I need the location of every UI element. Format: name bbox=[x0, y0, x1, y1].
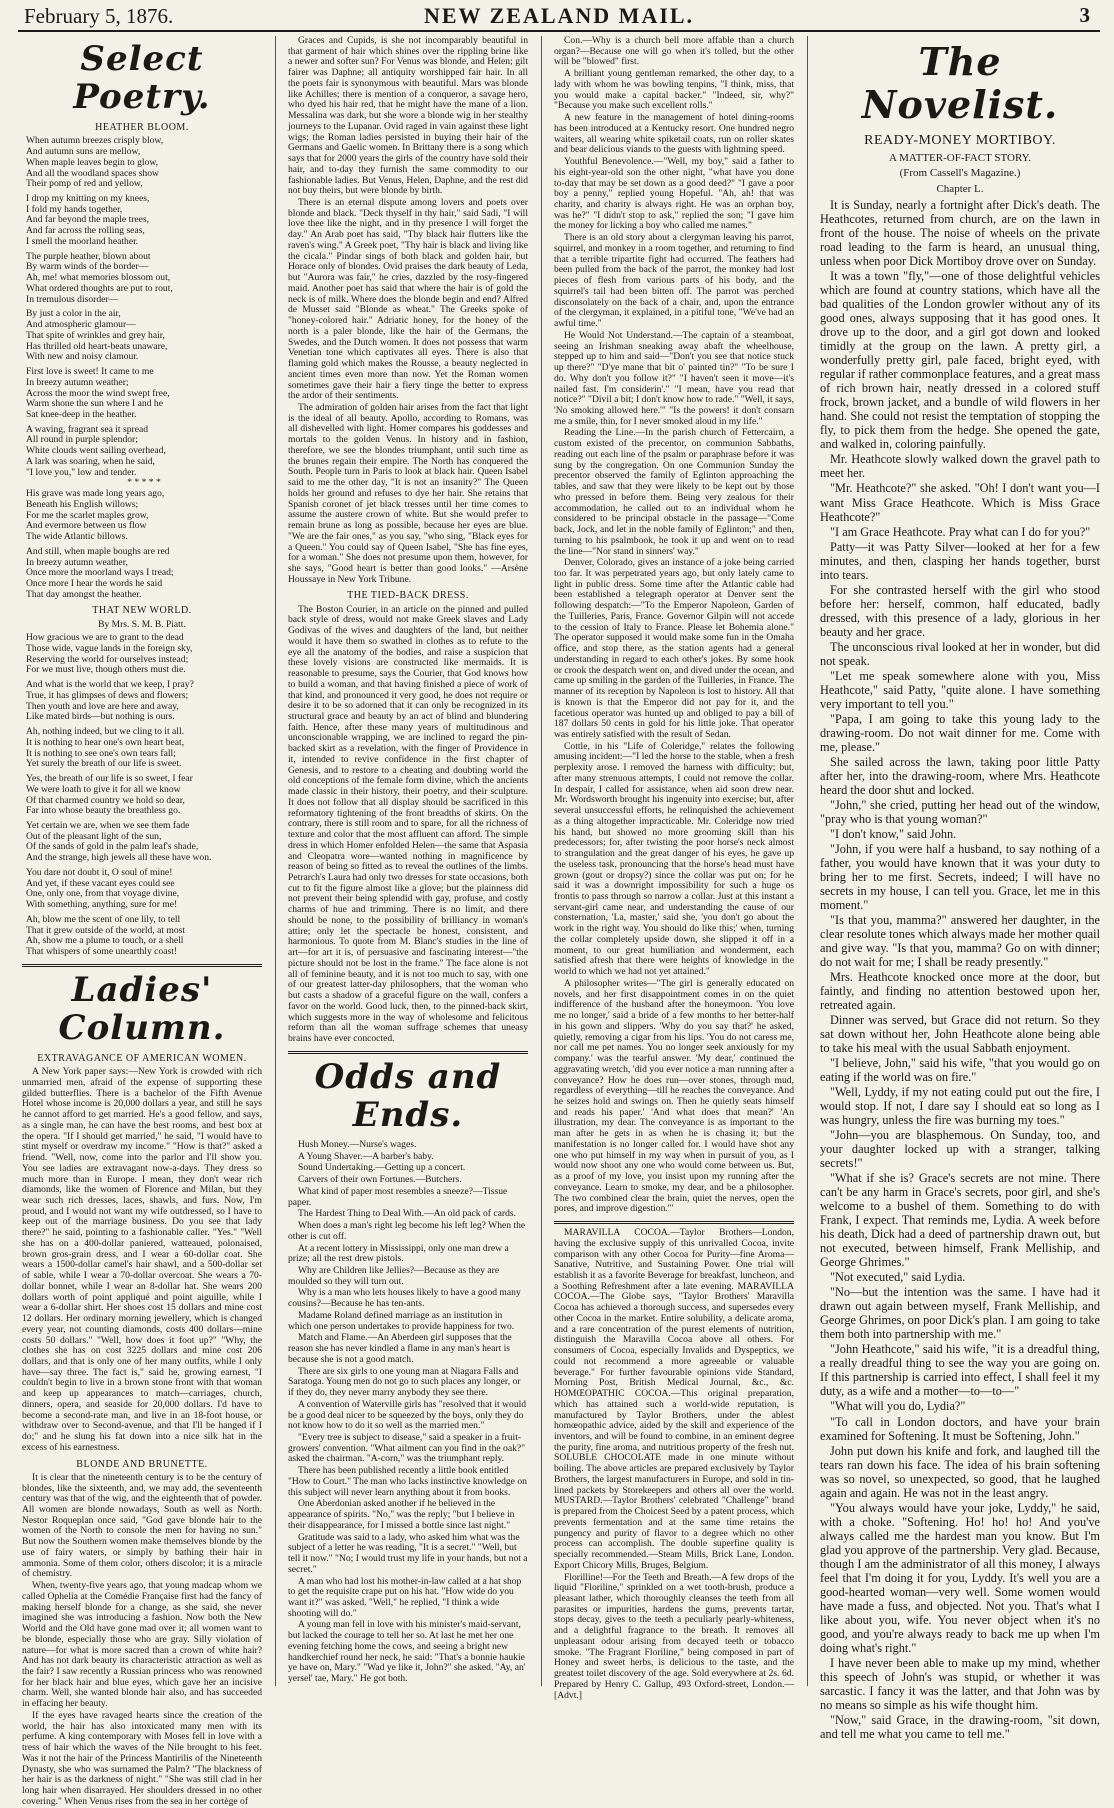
poem-line: Warm shone the sun where I and he bbox=[26, 398, 163, 410]
odds-item: The Hardest Thing to Deal With.—An old pack of cards. bbox=[298, 1208, 516, 1220]
paragraph: The admiration of golden hair arises from the fact that light is the ideal of all beauty. Apollo, according to Romans, was all dishevelled with light. Homer compares his goddesses and mortals to the golden Venus. In history and in fashion, therefore, we see the blondes triumphant, until such time as the brunes regain their empire. The North has conquered the South. People turn in Paris to look at black hair. Queen Isabel said to me the other day, "It is not an insanity?" The Queen holds her ground and refuses to dye her hair. She retains that Spanish coronet of jet black tresses until her time comes to assume the austere crown of white. But she would prefer to remain brune as long as possible, because her eyes are blue. "We are the fair ones," as you say, "who sing, "Black eyes for a Queen." You could say of Queen Isabel, "She has fine eyes, for a woman." She does not presume upon them, however, for she says, "Good heart is better than good looks." —Arsène Houssaye in New York Tribune. bbox=[288, 401, 528, 585]
poem-line: I drop my knitting on my knees, bbox=[26, 193, 150, 205]
poem-line: That spite of wrinkles and grey hair, bbox=[26, 329, 165, 341]
paragraph: "John," she cried, putting her head out of the window, "pray who is that young woman?" bbox=[820, 797, 1100, 826]
poem-line: True, it has glimpses of dews and flowers; bbox=[26, 689, 189, 701]
story-source: (From Cassell's Magazine.) bbox=[899, 167, 1021, 180]
odds-item: A young man fell in love with his minister's maid-servant, but lacked the courage to tell her so. At last he met her one evening fetching home the cows, and seeing a bright new handkerchief round her neck, he said: "That's a bonnie haukie ye have on, Mary." "Wad ye like it, John?" she asked. "Ay, an' yersel' tae, Mary." He got both. bbox=[288, 1619, 526, 1685]
poem-line: For we must live, though others must die. bbox=[26, 664, 186, 676]
poem-line: How gracious we are to grant to the dead bbox=[26, 632, 184, 644]
advertisement bbox=[554, 1228, 794, 1701]
poem-line: Yet certain we are, when we see them fade bbox=[26, 820, 190, 832]
article-body bbox=[288, 605, 528, 1045]
poem-line: In tremulous disorder— bbox=[26, 293, 119, 305]
odds-item: A Young Shaver.—A barber's baby. bbox=[298, 1150, 434, 1162]
paragraph: A philosopher writes—"The girl is generally educated on novels, and her first disappointment comes in on the quiet indifference of the husband after the honeymoon. 'You love me no longer,' said a bride of a few months to her better-half in his gown and slippers. 'Why do you say that?' he asked, quietly, removing a cigar from his lips. 'You do not caress me, nor call me pet names. You no longer seek anxiously for my company.' was the tearful answer. 'My dear,' continued the aggravating wretch, 'did you ever notice a man running after a conveyance? How he does run—over stones, through mud, regardless of everything—till he reaches the conveyance. And he seizes hold and swings on. Then he quietly seats himself and reads his paper.' 'And what does that mean?' 'An illustration, my dear. The conveyance is as important to the man after he gets in as when he is chasing it; but the manifestation is no longer called for. I would have shot any one who put himself in my way when in pursuit of you, as I would now shoot any one who would come between us. But, as a proof of my love, you insist upon my running after the conveyance. Learn to smoke, my dear, and be a philosopher. The two combined clear the brain, quiet the nerves, open the pores, and improve digestion.'" bbox=[554, 977, 794, 1215]
article-body bbox=[22, 1067, 262, 1453]
column-2 bbox=[288, 36, 528, 1686]
paragraph: "I am Grace Heathcote. Pray what can I do for you?" bbox=[830, 524, 1091, 539]
article-body bbox=[22, 1473, 262, 1808]
poem-line: Ah, blow me the scent of one lily, to tell bbox=[26, 913, 181, 925]
poem-line: And atmospheric glamour— bbox=[26, 319, 136, 331]
paragraph: He Would Not Understand.—The captain of a steamboat, seeing an Irishman sneaking away abaft the wheelhouse, stepped up to him and said—"Don't you see that notice stuck up there?" "D'ye mane that bit o' painted tin?" "To be sure I do. Why don't you follow it?" "I haven't seen it move—it's nailed fast. I'm considerin'." "I mean, have you read that notice?" "Divil a bit; I don't know how to rade." "Well, it says, 'No smoking allowed here.'" "Is the powers! it don't consarn me a smile, thin, for I never smoked aloud in my life." bbox=[554, 329, 794, 427]
poem-line: Sat knee-deep in the heather. bbox=[26, 408, 137, 420]
newspaper-title: NEW ZEALAND MAIL. bbox=[423, 3, 695, 28]
section-divider bbox=[554, 1221, 794, 1224]
poem-line: I smell the moorland heather. bbox=[26, 235, 139, 247]
poem-line: What ordered thoughts are put to rout, bbox=[26, 282, 173, 294]
poem-line: Then youth and love are here and away, bbox=[26, 700, 179, 712]
poem-line: By just a color in the air, bbox=[26, 308, 121, 320]
poem-line: You dare not doubt it, O soul of mine! bbox=[26, 866, 173, 878]
paragraph: Con.—Why is a church bell more affable than a church organ?—Because one will go when it's tolled, but the other will be "blowed" first. bbox=[554, 35, 794, 68]
paragraph: "John, if you were half a husband, to say nothing of a father, you would have known that it was your duty to bring her to me first. Secrets, indeed; I will have no secrets in my house, I can tell you. Grace, let me in this moment." bbox=[820, 841, 1100, 912]
poem-line: In breezy autumn weather; bbox=[26, 376, 129, 388]
poem-line: Across the moor the wind swept free, bbox=[26, 387, 170, 399]
paragraph: "You always would have your joke, Lyddy," he said, with a choke. "Softening. Ho! ho! ho! And you've always called me the hardest man you know. But I'm glad you approve of the partnership. Very glad. Because, though I am the administrator of all this money, I always feel that I'm doing it for you, Lyddy. It's well you are a good-hearted woman—very well. Some women would have made a fuss, and objected. Not you. That's what I like about you, wife. You never object when it's no good, and you're always ready to back me up when I'm doing what's right." bbox=[820, 1500, 1100, 1655]
poem-separator: * * * * * bbox=[127, 477, 161, 489]
poem-line: And evermore between us flow bbox=[26, 520, 147, 532]
odds-item: Carvers of their own Fortunes.—Butchers. bbox=[298, 1174, 462, 1186]
paragraph: "Now," said Grace, in the drawing-room, "sit down, and tell me what you came to tell me." bbox=[820, 1712, 1100, 1741]
paragraph: Cottle, in his "Life of Coleridge," relates the following amusing incident:—"I led the horse to the stable, when a fresh perplexity arose. I removed the harness with difficulty; but, after many strenuous attempts, I could not remove the collar. In despair, I called for assistance, when aid soon drew near. Mr. Wordsworth brought his ingenuity into exercise; but, after several unsuccessful efforts, he relinquished the achievement as a thing altogether impracticable. Mr. Coleridge now tried his hand, but showed no more grooming skill than his predecessors; for, after twisting the poor horse's neck almost to strangulation and the great danger of his eyes, he gave up the useless task, pronouncing that the horse's head must have grown (gout or dropsy?) since the collar was put on; for he said it was a downright impossibility for such a huge os frontis to pass through so narrow a collar. Just at this instant a servant-girl came near, and understanding the cause of our consternation, 'La, master,' said she, 'you don't go about the work in the right way. You should do like this;' when, turning the collar completely upside down, she slipped it off in a moment, to our great humiliation and wonderment, each satisfied afresh that there were heights of knowledge in the world to which we had not yet attained." bbox=[554, 740, 794, 978]
poem-line: We were loath to give it for all we know bbox=[26, 783, 181, 795]
odds-item: Why are Children like Jellies?—Because as they are moulded so they will turn out. bbox=[288, 1264, 500, 1287]
poem-line: And all the woodland spaces show bbox=[26, 167, 159, 179]
poem-line: That whispers of some unearthly coast! bbox=[26, 946, 178, 958]
paragraph: "Let me speak somewhere alone with you, Miss Heathcote," said Patty, "quite alone. I have something very important to tell you." bbox=[820, 668, 1100, 711]
poem-line: Has thrilled old heart-beats unaware, bbox=[26, 340, 168, 352]
poem-line: When maple leaves begin to glow, bbox=[26, 156, 159, 168]
poem-line: All round in purple splendor; bbox=[26, 434, 138, 446]
section-divider bbox=[22, 964, 262, 967]
paragraph: There is an eternal dispute among lovers and poets over blonde and black. "Deck thyself in thy hair," said Sadi, "I will love thee like the night, and in thy presence I will forget the day." An Arab poet has said, "Thy black hair flutters like the raven's wing." A Greek poet, "Thy hair is black and living like the cicala." Pindar sings of both black and golden hair, but Horace only of blondes. Ovid praises the dark beauty of Leda, but "Aurora was fair," he cries, dazzled by the rosy-fingered maid. Another poet has said that where the hair is of gold the neck is of milk. Where does the blonde begin and end? Alfred de Musset said "Blonde as wheat." The Greeks spoke of "honey-colored hair." Adriatic honey, for the honey of the north is a paler blonde, like the hair of the Germans, the Swedes, and the Dutch women. It does not possess that warm Venetian tone which captivates all eyes. There is also that flaming gold which makes the Rousse, a beauty neglected in ancient times even more than now. Yet the Roman women sometimes gave their hair a fiery tinge the better to express the ardor of their sentiments. bbox=[288, 197, 528, 402]
paragraph: "No—but the intention was the same. I have had it drawn out again between myself, Frank Melliship, and George Ghrimes, on poor Dick's plan. I am going to take them both into partnership with me." bbox=[820, 1285, 1100, 1342]
paragraph: It was a town "fly,"—one of those delightful vehicles which are found at country stations, which have all the bad qualities of the London growler without any of its good ones, always supposing that it has good ones. It drove up to the door, and a girl got down and looked timidly at the group on the lawn. A pretty girl, a wonderfully pretty girl, pale faced, bright eyed, with regular if rather commonplace features, and a great mass of rich brown hair, neatly dressed in a colored stuff frock, brown jacket, and a bundle of wild flowers in her hand. She could not resist the temptation of stopping the fly, to pick them from the hedge. She opened the gate, and walked in, coloring painfully. bbox=[820, 269, 1100, 452]
poem-line: In breezy autumn weather, bbox=[26, 556, 128, 568]
poem-line: His grave was made long years ago, bbox=[26, 488, 165, 500]
paragraph: "What if she is? Grace's secrets are not mine. There can't be any harm in Grace's secrets, poor girl, and she's welcome to a bushel of them. Something to do with Frank, I expect. That reminds me, Lydia. A week before his death, Dick had a deed of partnership drawn out, but not executed, between himself, Frank Melliship, and George Ghrimes." bbox=[820, 1171, 1100, 1270]
poem-line: The wide Atlantic billows. bbox=[26, 531, 128, 543]
poem-title: THAT NEW WORLD. bbox=[92, 605, 192, 617]
poem-line: Of the sands of gold in the palm leaf's shade, bbox=[26, 841, 199, 853]
poem-line: Yet surely the breath of our life is sweet. bbox=[26, 758, 182, 770]
paragraph: Reading the Line.—In the parish church of Fettercairn, a custom existed of the precentor, on communion Sabbaths, reading out each line of the psalm or paraphrase before it was sung by the congregation. On one Communion Sunday the precentor observed the family of Eglinton approaching the tables, and saw that they were likely to be kept out by those who pressed in before them. Being very zealous for their accommodation, he called out to an individual whom he considered to be principal obstacle in the passage—"Come back, Jock, and let in the noble family of Eglinton;" and then, turning to his psalmbook, he took it up and went on to read the line—"Nor stand in sinners' way." bbox=[554, 427, 794, 557]
story-subtitle: A MATTER-OF-FACT STORY. bbox=[889, 151, 1031, 164]
poem-line: It is nothing to hear one's own heart beat, bbox=[26, 736, 185, 748]
paragraph: John put down his knife and fork, and laughed till the tears ran down his face. The idea of his brain softening was so novel, so unexpected, so good, that he laughed again and again. He was not in the least angry. bbox=[820, 1443, 1100, 1500]
masthead bbox=[18, 0, 1100, 30]
odds-list bbox=[288, 1140, 528, 1685]
poem-line: One, only one, from that voyage divine, bbox=[26, 888, 180, 900]
poem-line: First love is sweet! It came to me bbox=[26, 366, 154, 378]
article-title: EXTRAVAGANCE OF AMERICAN WOMEN. bbox=[37, 1052, 247, 1064]
poem-author: By Mrs. S. M. B. Piatt. bbox=[98, 619, 186, 630]
article-title: THE TIED-BACK DRESS. bbox=[347, 590, 469, 602]
section-heading-select-poetry: Select Poetry. bbox=[73, 39, 211, 118]
odds-item: There has been published recently a little book entitled "How to Court." The man who lacks instinctive knowledge on this subject will never learn anything about it from books. bbox=[288, 1465, 527, 1498]
ad-paragraph: Florilline!—For the Teeth and Breath.—A few drops of the liquid "Floriline," sprinkled on a wet tooth-brush, produce a pleasant lather, which thoroughly cleanses the teeth from all parasites or impurities, hardens the gums, prevents tartar, stops decay, gives to the teeth a peculiarly pearly-whiteness, and a delightful fragrance to the breath. It removes all unpleasant odour arising from decayed teeth or tobacco smoke. "The Fragrant Floriline," being composed in part of Honey and sweet herbs, is delicious to the taste, and the greatest toilet discovery of the age. Sold everywhere at 2s. 6d. Prepared by Henry C. Gallup, 493 Oxford-street, London.—[Advt.] bbox=[554, 1571, 794, 1701]
paragraph: Graces and Cupids, is she not incomparably beautiful in that garment of hair which shines over the rippling brine like a newer and softer sun? For Venus was blonde, and Helen; gilt fairer was Daphne; all antiquity worshipped fair hair. In all the poets fair is synonymous with beautiful. Mars was blonde like Achilles; there is mention of a conqueror, a savage hero, who dyed his hair red, that he might have the mane of a lion. Messalina was dark, but she wore a blonde wig in her stealthy journeys to the Lupanar. Ovid raged in vain against these light wigs; the Roman ladies persisted in buying their hair of the Germans and Gaelic women. In Brittany there is a song which says that for 2000 years the girls of the country have sold their hair, and to-day they furnish the same commodity to our fashionable ladies. But Venus, Helen, Daphne, and the rest did not buy theirs, but were blonde by birth. bbox=[288, 35, 528, 197]
poem-line: For me the scarlet maples grow, bbox=[26, 509, 149, 521]
poem-line: Yes, the breath of our life is so sweet, I fear bbox=[26, 773, 193, 785]
poem-line: When autumn breezes crisply blow, bbox=[26, 135, 164, 147]
column-1 bbox=[22, 36, 262, 1807]
odds-item: A convention of Waterville girls has "resolved that it would be a good deal nicer to be squeezed by the boys, only they do not know how to do it so well as the married men." bbox=[288, 1398, 527, 1432]
poem-line: Far into whose beauty the breathless go. bbox=[26, 805, 181, 817]
column-4 bbox=[820, 36, 1100, 1741]
poem-line: It is nothing to see one's own tears fall; bbox=[26, 747, 176, 759]
odds-item: At a recent lottery in Mississippi, only one man drew a prize; all the rest drew pistols. bbox=[288, 1242, 509, 1265]
section-heading-odds-and-ends: Odds and Ends. bbox=[314, 1056, 502, 1135]
poem-line: Beneath his English willows; bbox=[26, 498, 139, 510]
odds-item: Match and Flame.—An Aberdeen girl supposes that the reason she has never kindled a flame in any man's heart is because she is not a good match. bbox=[288, 1332, 512, 1365]
paragraph: If the eyes have ravaged hearts since the creation of the world, the hair has also intoxicated many men with its perfume. A king contemporary with Moses fell in love with a tress of hair which the waves of the Nile brought to his feet. Was it not the hair of the Princess Mantirilis of the Nineteenth Dynasty, she who was surnamed the Palm? "The blackness of her hair is as the darkness of night." "She was still clad in her long hair when disarrayed. Her shoulders dressed in no other covering." When Venus rises from the sea in her cortège of bbox=[22, 1709, 262, 1807]
poem-line: The purple heather, blown about bbox=[26, 250, 151, 262]
poem-line: With something, anything, sure for me! bbox=[26, 899, 178, 911]
poem-line: By warm winds of the border— bbox=[26, 261, 149, 273]
paragraph: "Is that you, mamma?" answered her daughter, in the clear resolute tones which always made her mother quail and give way. "Is that you, mamma? Go on with dinner; do not wait for me; I shall be ready presently." bbox=[820, 912, 1100, 969]
paragraph: "Well, Lyddy, if my not eating could put out the fire, I would stop. If not, I dare say I should eat so long as I was hungry, unless the fire was burning my toes." bbox=[820, 1085, 1100, 1128]
article-title: BLONDE AND BRUNETTE. bbox=[76, 1458, 208, 1470]
odds-item: When does a man's right leg become his left leg? When the other is cut off. bbox=[288, 1220, 526, 1242]
paragraph: Mr. Heathcote slowly walked down the gravel path to meet her. bbox=[820, 452, 1100, 481]
poem-title: HEATHER BLOOM. bbox=[95, 122, 189, 134]
paragraph: Denver, Colorado, gives an instance of a joke being carried too far. It was perpetrated years ago, but only lately came to light in public dress. Some time after the Atlantic cable had been established a telegraph operator at Denver sent the following despatch:—"To the Emperor Napoleon, Garden of the Tuilleries, Paris, France. Governor Gilpin will not accede to the cession of Italy to France. Please let Bohemia alone." The operator supposed it would make some fun in the Omaha office, and stop there, as the station agents had a general understanding in regard to each other's jokes. By some hook or crook the despatch went on, and dived under the ocean, and came up smiling in the garden of the Tuilleries, in France. The manner of its reception by Napoleon is lost to history. All that is known is that the Emperor did not pay for it, and the facetious operator was hunted up and obliged to pay a bill of 187 dollars 50 cents in gold for his little joke. That operator was entirely satisfied with the result of Sedan. bbox=[554, 557, 794, 740]
poem-line: A waving, fragrant sea it spread bbox=[26, 423, 149, 435]
paragraph: She sailed across the lawn, taking poor little Patty after her, into the drawing-room, where Mrs. Heathcote heard the door shut and locked. bbox=[820, 754, 1100, 797]
paragraph: Dinner was served, but Grace did not return. So they sat down without her, John Heathcote alone being able to take his meal with the usual Sabbath enjoyment. bbox=[820, 1013, 1100, 1056]
paragraph: There is an old story about a clergyman leaving his parrot, squirrel, and monkey in a room together, and returning to find that a terrible tripartite fight had occurred. The feathers had been pulled from the back of the parrot, the monkey had lost pieces of flesh from various parts of his body, and the squirrel's tail had been bitten off. The parrot was perched disconsolately on the back of a chair, and, upon the entrance of the clergyman, it explained, in a pitiful tone, "We've had an awful time." bbox=[554, 232, 794, 330]
odds-item: A man who had lost his mother-in-law called at a hat shop to get the requisite crape put on his hat. "How wide do you want it?" was asked. "Well," he replied, "I think a wide shooting will do." bbox=[288, 1575, 522, 1619]
paragraph: For she contrasted herself with the girl who stood before her: herself, common, half educated, badly dressed, with this presence of a lady, glorious in her beauty and her grace. bbox=[820, 582, 1100, 639]
odds-item: There are six girls to one young man at Niagara Falls and Saratoga. Young men do not go to such places any longer, or if they do, they never marry anybody they see there. bbox=[288, 1365, 521, 1399]
paragraph: It is Sunday, nearly a fortnight after Dick's death. The Heathcotes, returned from church, are on the lawn in front of the house. The noise of wheels on the private road leading to the farm is heard, an unusual thing, unless when poor Dick Mortiboy drove over on Sunday. bbox=[820, 198, 1100, 269]
poem-line: Once more the moorland ways I tread; bbox=[26, 567, 174, 579]
masthead-rule bbox=[18, 30, 1100, 32]
paragraph: When, twenty-five years ago, that young madcap whom we called Ophelia at the Comédie Française first had the fancy of making herself blonde for a change, as she said, she never imagined she was introducing a fashion. Now both the New World and the Old have gone mad over it; all women want to be blonde, especially those who are gray. Silly violation of nature—for what is more sacred than a crown of white hair? And has not dark beauty its characteristic attraction as well as the fair? I saw recently a Russian princess who was renowned for her black hair and blue eyes, which gave her an incisive charm. Well, she wanted blonde hair also, and has succeeded in effacing her beauty. bbox=[22, 1580, 262, 1710]
odds-item: Why is a man who lets houses likely to have a good many cousins?—Because he has ten-ants. bbox=[288, 1287, 521, 1310]
paragraph: Patty—it was Patty Silver—looked at her for a few minutes, and then, clasping her hands together, burst into tears. bbox=[820, 539, 1100, 582]
poem-body bbox=[22, 136, 262, 478]
odds-item: What kind of paper most resembles a sneeze?—Tissue paper. bbox=[288, 1185, 508, 1208]
paragraph: A brilliant young gentleman remarked, the other day, to a lady with whom he was bowling tenpins, "I think, miss, that you would make a capital backer." "Indeed, sir, why?" "Because you make such excellent rolls." bbox=[554, 68, 794, 112]
column-rule bbox=[807, 36, 808, 1686]
poem-line: And far beyond the maple trees, bbox=[26, 214, 150, 226]
poem-line: Reserving the world for ourselves instead; bbox=[26, 653, 189, 665]
section-heading-the-novelist: The Novelist. bbox=[861, 39, 1059, 128]
paragraph: "I don't know," said John. bbox=[830, 826, 957, 841]
poem-line: And the strange, high jewels all these have won. bbox=[26, 852, 212, 864]
issue-date: February 5, 1876. bbox=[24, 4, 174, 28]
odds-item: Sound Undertaking.—Getting up a concert. bbox=[298, 1162, 466, 1174]
chapter-heading: Chapter L. bbox=[936, 182, 984, 195]
poem-line: Once more I hear the words he said bbox=[26, 577, 163, 589]
odds-item: Madame Roland defined marriage as an institution in which one person undertakes to provide happiness for two. bbox=[288, 1309, 515, 1332]
paragraph: "John—you are blasphemous. On Sunday, too, and your daughter locked up with a stranger, talking secrets!" bbox=[820, 1128, 1100, 1171]
poem-line: "I love you," low and tender. bbox=[26, 466, 137, 478]
paragraph: The unconscious rival looked at her in wonder, but did not speak. bbox=[820, 639, 1100, 668]
odds-item: One Aberdonian asked another if he believed in the appearance of spirits. "No," was the reply; "but I believe in their disappearance, for I missed a bottle since last night." bbox=[288, 1498, 515, 1531]
poem-line: I fold my hands together, bbox=[26, 203, 123, 215]
column-3 bbox=[554, 35, 794, 1701]
poem-line: A lark was soaring, when he said, bbox=[26, 455, 155, 467]
paragraph: "Mr. Heathcote?" she asked. "Oh! I don't want you—I want Miss Grace Heathcote. Which is Miss Grace Heathcote?" bbox=[820, 481, 1100, 524]
odds-item: Hush Money.—Nurse's wages. bbox=[298, 1138, 417, 1150]
paragraph: Youthful Benevolence.—"Well, my boy," said a father to his eight-year-old son the other night, "what have you done to-day that may be set down as a good deed?" "I gave a poor boy a penny," replied young Hopeful. "Ah, ah! that was charity, and charity is always right. He was an orphan boy, was he?" "I didn't stop to ask," replied the son; "I gave him the money for licking a boy who called me names." bbox=[554, 156, 794, 232]
paragraph: It is clear that the nineteenth century is to be the century of blondes, like the sixteenth, and, we may add, the seventeenth century was that of the wig, and the eighteenth that of powder. All women are blonde nowadays, South as well as North. Nestor Roqueplan once said, "God gave blonde hair to the women of the North to console the men for having no sun." But now the Southern women make themselves blonde by the use of fairy waters, or simply by bathing their hair in ammonia. Some of them color, others discolor; it is a miracle of chemistry. bbox=[22, 1471, 262, 1580]
paragraph: "John Heathcote," said his wife, "it is a dreadful thing, a really dreadful thing to see the way you are going on. If this partnership is carried into effect, I shall feel it my duty, as a wife and a mother—to—to—" bbox=[820, 1342, 1100, 1399]
ad-paragraph: MARAVILLA COCOA.—Taylor Brothers—London, having the exclusive supply of this unrivalled Cocoa, invite comparison with any other Cocoa for Purity—fine Aroma—Sanative, Nutritive, and Sustaining Power. One trial will establish it as a favorite Beverage for breakfast, luncheon, and a Soothing Refreshment after a late evening. MARAVILLA COCOA.—The Globe says, "Taylor Brothers' Maravilla Cocoa has achieved a thorough success, and supersedes every other Cocoa in the market. Entire solubility, a delicate aroma, and a rare concentration of the purest elements of nutrition, distinguish the Maravilla Cocoa above all others. For consumers of Cocoa, especially Invalids and Dyspeptics, we could not recommend a more agreeable or valuable beverage." For further favourable opinions vide Standard, Morning Post, British Medical Journal, &c., &c. HOMŒOPATHIC COCOA.—This original preparation, which has attained such a world-wide reputation, is manufactured by Taylor Brothers, under the ablest homœopathic advice, aided by the skill and experience of the inventors, and will be found to combine, in an eminent degree the purity, fine aroma, and nutritious property of the fresh nut. SOLUBLE CHOCOLATE made in one minute without boiling. The above articles are prepared exclusively by Taylor Brothers, the largest manufacturers in Europe, and sold in tin-lined packets by Storekeepers and others all over the world. MUSTARD.—Taylor Brothers' celebrated "Challenge" brand is prepared from the Choicest Seed by a patent process, which prevents fermentation and at the same time retains the pungency and purity of flavor to a degree which no other process can accomplish. The double superfine quality is specially recommended.—Steam Mills, Brick Lane, London. Export Chicory Mills, Bruges, Belgium. bbox=[554, 1227, 794, 1571]
odds-item: "Every tree is subject to disease," said a speaker in a fruit-growers' convention. "What ailment can you find in the oak?" asked the chairman. "A-corn," was the triumphant reply. bbox=[288, 1432, 526, 1465]
column-rule bbox=[541, 36, 542, 1686]
article-continuation bbox=[288, 36, 528, 585]
poem-line: Out of the pleasant light of the sun, bbox=[26, 830, 162, 842]
paragraph: The Boston Courier, in an article on the pinned and pulled back style of dress, would not make Greek slaves and Lady Godivas of the wives and daughters of the land, but neither would it have them so swathed in clothes as to refute to the eye all the anatomy of the bodies, and raise a suspicion that these lovely visions are constructed like mermaids. It is reasonable to presume, says the Courier, that God knows how to build a woman, and that having finished a piece of work of that kind, and pronounced it very good, he does not require or desire it to be so adorned that it can only be recognized in its structural grace and beauty by an act of blind and blundering faith. Hence, after these many years of multitudinous and unconscionable wrapping, we are inclined to regard the pin-backed skirt as a revelation, with the finger of Providence in it, intended to revive confidence in the first chapter of Genesis, and to restore to a cheating and doubting world the old conceptions of the female form divine, which the ancients made classic in their history, their poetry, and their sculpture. It does not follow that all display should be sacrificed in this reformatory tightening of the front breadths of skirts. On the contrary, there is still room and to spare, for all the richness of texture and color that the most affluent can afford. The simple dress in which Homer enfolded Helen—the same that Aspasia and Cleopatra wore—wanted nothing in magnificence by reason of being so fitted as to reveal the outlines of the limbs. Petrarch's Laura had only two dresses for state occasions, both cut to fit the figure almost like a glove; but the plainness did not prevent their being splendid with gay, profuse, and costly charms of hue and trimming. There is no limit, and there should be none, to the possibility of brilliancy in woman's attire; only let the spectacle be honest, consistent, and harmonious. To quote from M. Blanc's studies in the line of art—for art it is, of persuasive and fascinating interest—"the picture should not be lost in the frame." The face alone is not all of feminine beauty, and it is not too much to say, with one of our greatest latter-day philosophers, that the woman who but casts a shadow of a graceful figure on the wall, confers a favor on the world. Good luck, then, to the pinned-back skirt, which suggests more in the way of wholesome and felicitous reform than all the woman suffrage schemes that uneasy brains have ever concocted. bbox=[288, 603, 528, 1045]
poem-line: Their pomp of red and yellow, bbox=[26, 178, 143, 190]
poem-line: That it grew outside of the world, at most bbox=[26, 924, 186, 936]
poem-line: Ah, show me a plume to touch, or a shell bbox=[26, 935, 184, 947]
poem-line: Of that charmed country we hold so dear, bbox=[26, 794, 185, 806]
paragraph: "Not executed," said Lydia. bbox=[830, 1270, 966, 1285]
poem-line: Those wide, vague lands in the foreign sky, bbox=[26, 643, 193, 654]
poem-line: That day amongst the heather. bbox=[26, 588, 142, 600]
paragraph: "Papa, I am going to take this young lady to the drawing-room. Do not wait dinner for me. Come with me, please." bbox=[820, 711, 1100, 754]
section-heading-ladies-column: Ladies' Column. bbox=[58, 969, 226, 1048]
poem-line: And yet, if these vacant eyes could see bbox=[26, 877, 175, 889]
paragraph: I have never been able to make up my mind, whether this speech of John's was stupid, or whether it was sarcastic. I fancy it was the latter, and that John was by no means so simple as his wife thought him. bbox=[820, 1655, 1100, 1712]
poem-line: Ah, nothing indeed, but we cling to it all. bbox=[26, 726, 185, 738]
story-body bbox=[820, 198, 1100, 1741]
miscellany-body bbox=[554, 36, 794, 1215]
column-rule bbox=[275, 36, 276, 1686]
paragraph: "To call in London doctors, and have your brain examined for Softening. It must be Softening, John." bbox=[820, 1414, 1100, 1443]
paragraph: "I believe, John," said his wife, "that you would go on eating if the world was on fire." bbox=[820, 1056, 1100, 1085]
poem-line: White clouds went sailing overhead, bbox=[26, 445, 166, 457]
poem-line: And still, when maple boughs are red bbox=[26, 545, 170, 557]
poem-line: With new and noisy clamour. bbox=[26, 351, 139, 363]
poem-line: And what is the world that we keep, I pray? bbox=[26, 679, 194, 691]
paragraph: A new feature in the management of hotel dining-rooms has been introduced at a Kentucky resort. One hundred negro waiters, all wearing white spiketail coats, run on roller skates and bear delicious viands to the guests with lightning speed. bbox=[554, 112, 794, 156]
poem-line: Ah, me! what memories blossom out, bbox=[26, 272, 171, 284]
poem-line: And far across the rolling seas, bbox=[26, 225, 145, 237]
section-divider bbox=[288, 1051, 528, 1054]
odds-item: Gratitude was said to a lady, who asked him what was the subject of a letter he was reading, "It is a secret." "Well, but tell it now." "No; I would trust my life in your hands, but not a secret." bbox=[288, 1531, 528, 1575]
poem-body bbox=[22, 633, 262, 958]
poem-line: And autumn suns are mellow, bbox=[26, 146, 141, 158]
poem-body bbox=[22, 489, 262, 600]
story-title: READY-MONEY MORTIBOY. bbox=[864, 132, 1056, 148]
page-number: 3 bbox=[1079, 3, 1090, 27]
paragraph: A New York paper says:—New York is crowded with rich unmarried men, afraid of the expense of supporting these gilded butterflies. There is a bachelor of the Fifth Avenue Hotel whose income is 20,000 dollars a year, and still he says he cannot afford to get married. He's a good fellow, and says, as a single man, he can have the best rooms, and best box at the opera. "If I should get married," he said, "I would have to stint myself or overdraw my income." "How is that?" asked a friend. "Well, now, come into the parlor and I'll show you. You see ladies are extravagant now-a-days. They dress so much more than in Europe. I mean, they don't wear rich diamonds, like the women of Florence and Milan, but they wear such rich dresses, laces, shawls, and furs. Now, I'm proud, and I would not want my wife outdressed, so I have to keep out of the marriage business. Do you see that lady there?" he said, pointing to a fashionable caller. "Yes." "Well she has on a 400-dollar paniered, watteaued, polonaised, brown gros-grain dress, and I wear a 60-dollar coat. She wears a 1500-dollar camel's hair shawl, and a 500-dollar set of sable, while I wear a 70-dollar overcoat. She wears a 70-dollar bonnet, while I wear an 8-dollar hat. She wears 200 dollars worth of point appliqué and point aiguille, while I wear a 6-dollar shirt. Her shoes cost 15 dollars and mine cost 12 dollars. Her ordinary morning jewellery, which is changed every year, not counting diamonds, costs 400 dollars—mine costs 50 dollars." "Well, how does it foot up?" "Why, the clothes she has on cost 3225 dollars and mine cost 206 dollars, and that is only one of her many outfits, while I only have—say three. The fact is," said he, growing earnest, "I couldn't begin to live in a brown stone front with that woman and keep up appearances to match—carriages, church, dinners, opera, and seaside for 20,000 dollars. I'd have to become a second-rate man, and live in an 18-foot house, or withdraw over to Second-avenue, and that I'll be hanged if I do;" and he slung his fat down into a nice silk hat in the excess of his earnestness. bbox=[22, 1066, 262, 1453]
poem-line: Like mated birds—but nothing is ours. bbox=[26, 711, 175, 723]
paragraph: Mrs. Heathcote knocked once more at the door, but faintly, and finding no attention bestowed upon her, retreated again. bbox=[820, 970, 1100, 1013]
paragraph: "What will you do, Lydia?" bbox=[830, 1399, 966, 1414]
